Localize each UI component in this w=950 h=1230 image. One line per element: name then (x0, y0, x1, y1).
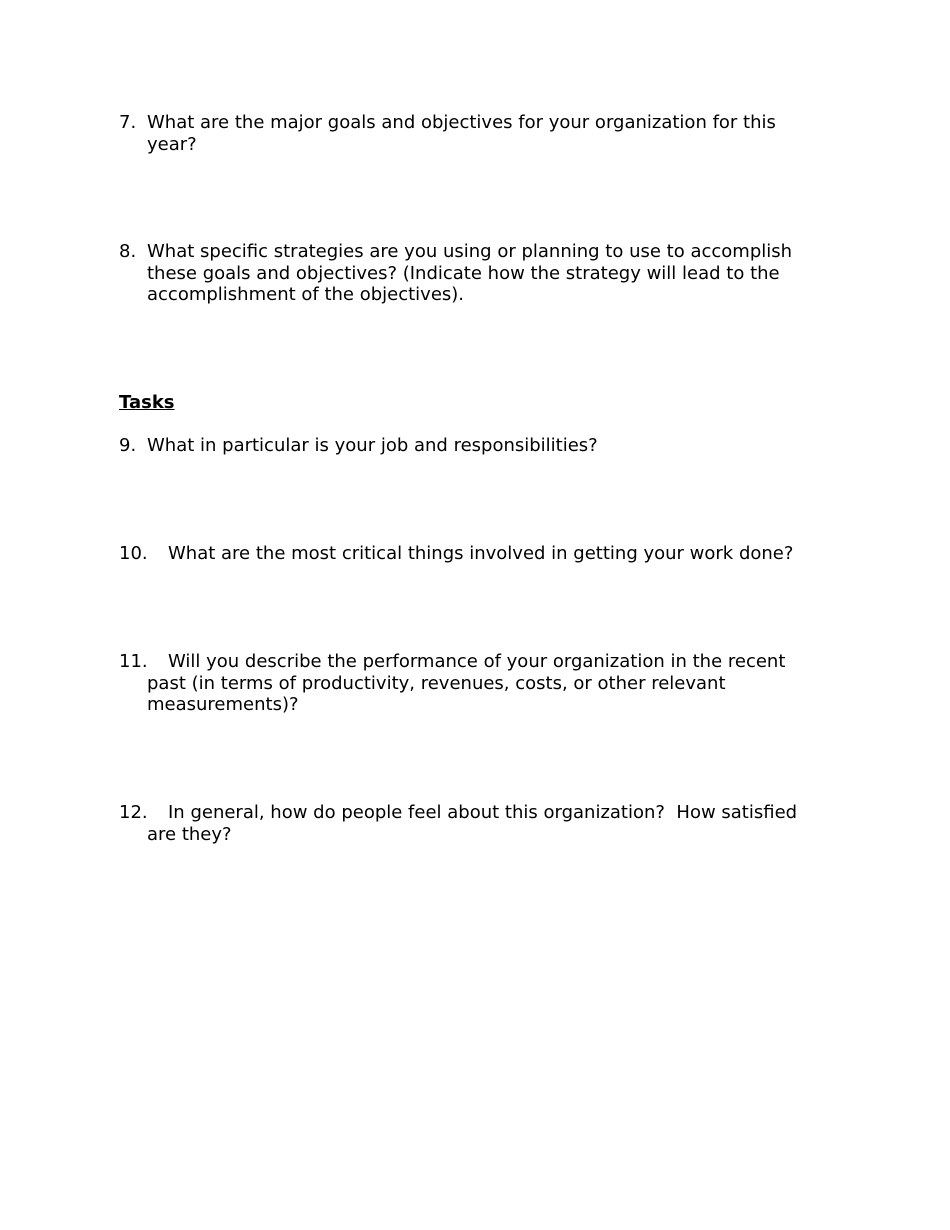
question-number: 12. (119, 802, 148, 823)
question-12 (119, 802, 839, 845)
question-text-line1: In general, how do people feel about this organization? How satisfied (168, 802, 798, 823)
question-7 (119, 112, 839, 155)
question-text-continuation: year? (147, 133, 197, 155)
question-number: 11. (119, 651, 148, 672)
question-number: 7. (119, 112, 137, 133)
question-text-line1: What are the major goals and objectives for your organization for this (147, 112, 776, 133)
section-heading-tasks: Tasks (119, 392, 175, 413)
question-text-line1: Will you describe the performance of your organization in the recent (168, 651, 786, 672)
question-10 (119, 543, 839, 565)
question-text-line1: What in particular is your job and responsibilities? (147, 435, 598, 456)
question-text-line1: What specific strategies are you using or planning to use to accomplish (147, 241, 793, 262)
question-number: 8. (119, 241, 137, 262)
question-text-line1: What are the most critical things involved in getting your work done? (168, 543, 794, 564)
question-9 (119, 435, 839, 457)
question-text-continuation: are they? (147, 823, 232, 845)
question-number: 10. (119, 543, 148, 564)
question-11 (119, 651, 839, 716)
question-number: 9. (119, 435, 137, 456)
question-8 (119, 241, 839, 306)
question-text-continuation: these goals and objectives? (Indicate how the strategy will lead to the accomplishment of the objectives). (147, 262, 780, 305)
question-text-continuation: past (in terms of productivity, revenues, costs, or other relevant measurements)? (147, 672, 726, 715)
